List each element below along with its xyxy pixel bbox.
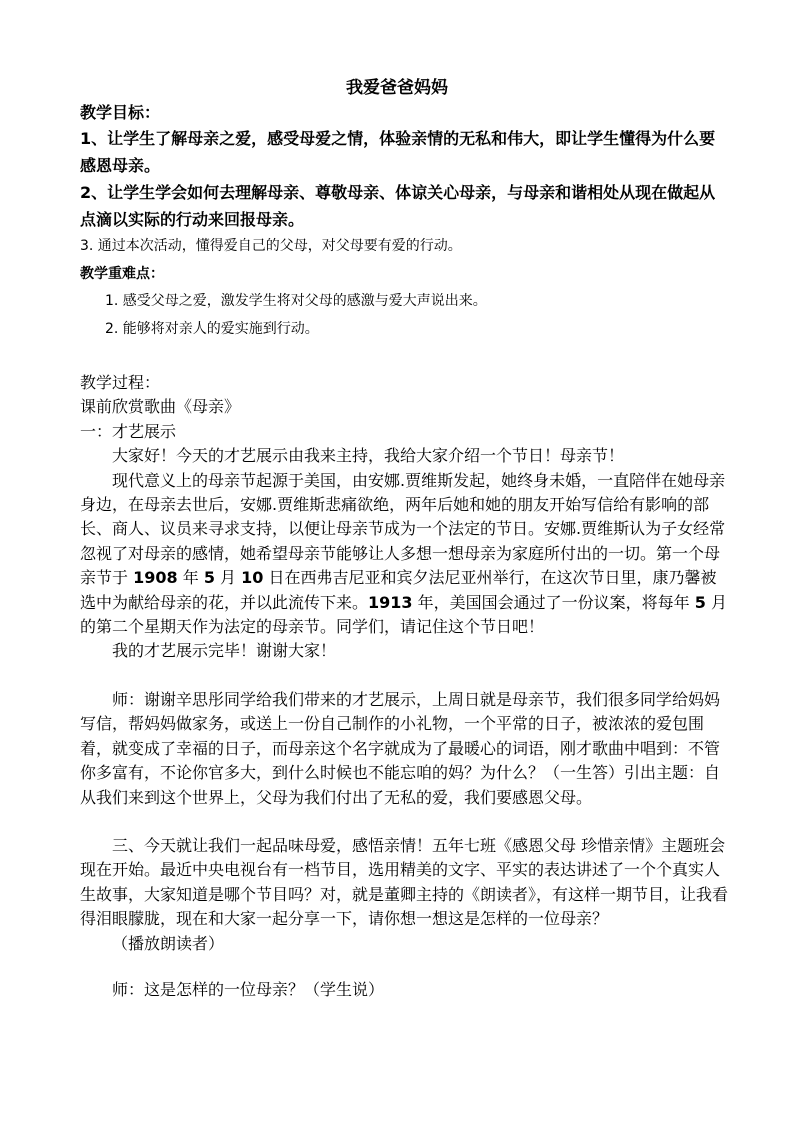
page-title: 我爱爸爸妈妈 bbox=[346, 78, 448, 98]
objective-item-2: 2、让学生学会如何去理解母亲、尊敬母亲、体谅关心母亲，与母亲和谐相处从现在做起从点滴以实际的行动来回报母亲。 bbox=[80, 183, 716, 229]
key-point-item-1: 1. 感受父母之爱，激发学生将对父母的感激与爱大声说出来。 bbox=[105, 293, 487, 309]
history-text-4: 月的第二个星期天作为法定的母亲节。同学们，请记住这个节日吧！ bbox=[80, 592, 727, 637]
objective-item-3: 3. 通过本次活动，懂得爱自己的父母，对父母要有爱的行动。 bbox=[80, 238, 462, 254]
talent-intro: 大家好！今天的才艺展示由我来主持，我给大家介绍一个节日！母亲节！ bbox=[112, 446, 625, 466]
history-text-1: 现代意义上的母亲节起源于美国，由安娜.贾维斯发起，她终身未婚，一直陪伴在她母亲身边，在母亲去世后，安娜.贾维斯悲痛欲绝，两年后她和她的朋友开始写信给有影响的部长、商人、议员来寻求支持，以便让母亲节成为一个法定的节日。安娜.贾维斯认为子女经常忽视了对母亲的感情，她希望母亲节能够让人多想一想母亲为家庭所付出的一切。第一个母亲节于 bbox=[80, 470, 726, 588]
history-yue: 月 bbox=[214, 568, 242, 588]
year-1913: 1913 bbox=[368, 592, 413, 612]
objective-item-1: 1、让学生了解母亲之爱，感受母爱之情，体验亲情的无私和伟大，即让学生懂得为什么要感恩母亲。 bbox=[80, 129, 716, 175]
talent-outro: 我的才艺展示完毕！谢谢大家！ bbox=[112, 641, 337, 661]
month-5-second: 5 bbox=[694, 592, 706, 612]
key-point-item-2: 2. 能够将对亲人的爱实施到行动。 bbox=[105, 321, 319, 337]
history-nian: 年 bbox=[177, 568, 204, 588]
section-three: 三、今天就让我们一起品味母爱，感悟亲情！五年七班《感恩父母 珍惜亲情》主题班会现在开始。最近中央电视台有一档节目，选用精美的文字、平实的表达讲述了一个个真实人生故事，大家知道是哪个节目吗？对，就是董卿主持的《朗读者》，有这样一期节目，让我看得泪眼朦胧，现在和大家一起分享一下，请你想一想这是怎样的一位母亲？ bbox=[80, 835, 729, 929]
process-heading: 教学过程： bbox=[80, 373, 161, 392]
pre-class-song: 课前欣赏歌曲《母亲》 bbox=[80, 397, 241, 417]
key-points-heading: 教学重难点： bbox=[80, 266, 164, 282]
play-reader: （播放朗读者） bbox=[112, 933, 225, 953]
year-1908: 1908 bbox=[133, 568, 178, 588]
document-body bbox=[80, 100, 730, 1002]
history-text-2: 日在西弗吉尼亚和宾夕法尼亚州举行，在这次节日里，康乃馨被选中为献给母亲的花，并以此流传下来。 bbox=[80, 568, 717, 612]
objectives-heading: 教学目标： bbox=[80, 103, 161, 122]
teacher-remark-1: 师：谢谢辛思彤同学给我们带来的才艺展示，上周日就是母亲节，我们很多同学给妈妈写信，帮妈妈做家务，或送上一份自己制作的小礼物，一个平常的日子，被浓浓的爱包围着，就变成了幸福的日子，而母亲这个名字就成为了最暖心的词语，刚才歌曲中唱到：不管你多富有，不论你官多大，到什么时候也不能忘咱的妈？为什么？（一生答）引出主题：自从我们来到这个世界上，父母为我们付出了无私的爱，我们要感恩父母。 bbox=[80, 689, 721, 807]
history-text-3: 年，美国国会通过了一份议案，将每年 bbox=[412, 592, 695, 612]
day-10: 10 bbox=[241, 568, 264, 588]
mothers-day-history bbox=[80, 469, 730, 640]
month-5: 5 bbox=[203, 568, 215, 588]
section-talent-show: 一：才艺展示 bbox=[80, 421, 177, 441]
teacher-remark-2: 师：这是怎样的一位母亲？（学生说） bbox=[112, 979, 385, 999]
